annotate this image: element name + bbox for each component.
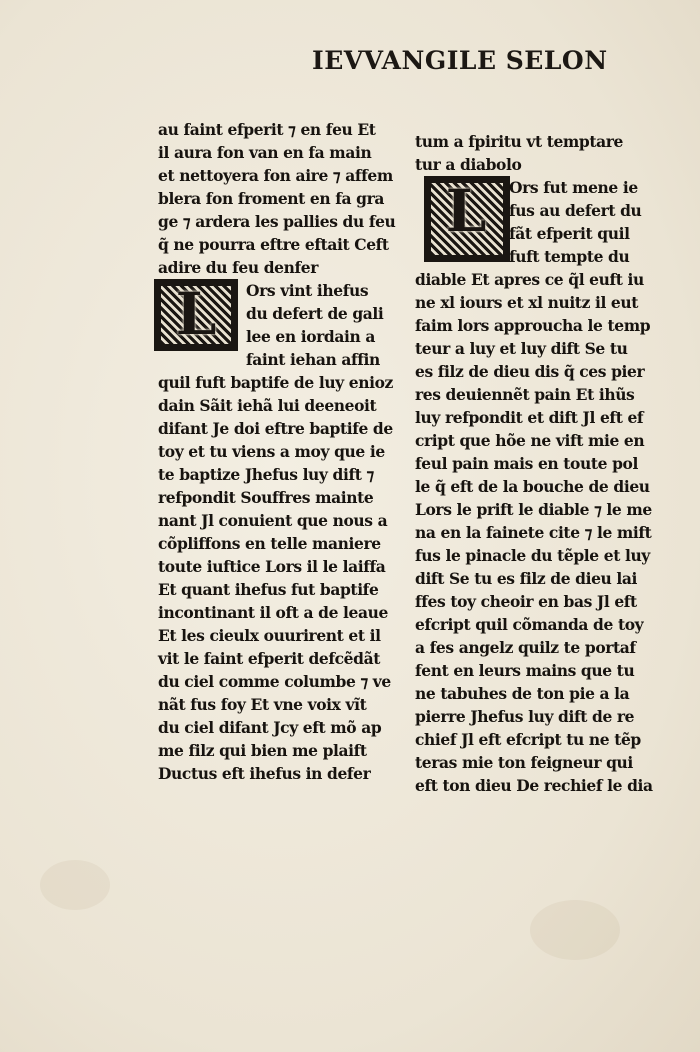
- text-line: ffes toy cheoir en bas Jl eft: [415, 592, 637, 611]
- text-line: du defert de gali: [246, 304, 384, 323]
- running-title: IEVVANGILE SELON: [312, 46, 608, 75]
- text-line: faint iehan affin: [246, 350, 380, 369]
- initial-letter: L: [445, 177, 487, 245]
- text-line: il aura fon van en fa main: [158, 143, 372, 162]
- initial-letter: L: [175, 280, 217, 348]
- text-line: efcript quil cõmanda de toy: [415, 615, 644, 634]
- text-line: es filz de dieu dis q̃ ces pier: [415, 362, 645, 381]
- text-line: ge ⁊ ardera les pallies du feu: [158, 212, 396, 231]
- text-line: refpondit Souffres mainte: [158, 488, 374, 507]
- text-line: teras mie ton feigneur qui: [415, 753, 633, 772]
- text-line: incontinant il oft a de leaue: [158, 603, 388, 622]
- text-line: dain Sãit iehã lui deeneoit: [158, 396, 377, 415]
- text-column-left: [158, 118, 396, 785]
- text-line: ne xl iours et xl nuitz il eut: [415, 293, 639, 312]
- text-line: au faint efperit ⁊ en feu Et: [158, 120, 376, 139]
- text-line: Ductus eft ihefus in defer: [158, 764, 371, 783]
- text-line: luy refpondit et dift Jl eft ef: [415, 408, 644, 427]
- text-line: Et quant ihefus fut baptife: [158, 580, 379, 599]
- text-line: du ciel difant Jcy eft mõ ap: [158, 718, 382, 737]
- text-line: tum a fpiritu vt temptare: [415, 132, 623, 151]
- text-line: dift Se tu es filz de dieu lai: [415, 569, 638, 588]
- text-line: et nettoyera fon aire ⁊ affem: [158, 166, 393, 185]
- text-line: tur a diabolo: [415, 155, 522, 174]
- text-line: te baptize Jhefus luy dift ⁊: [158, 465, 374, 484]
- text-line: eft ton dieu De rechief le dia: [415, 776, 653, 795]
- paper-stain: [40, 860, 110, 910]
- text-line: adire du feu denfer: [158, 258, 318, 277]
- text-line: diable Et apres ce q̃l euft iu: [415, 270, 644, 289]
- text-line: na en la fainete cite ⁊ le mift: [415, 523, 652, 542]
- text-line: toute iuftice Lors il le laiffa: [158, 557, 386, 576]
- text-line: feul pain mais en toute pol: [415, 454, 638, 473]
- text-line: ne tabuhes de ton pie a la: [415, 684, 630, 703]
- text-line: Lors le prift le diable ⁊ le me: [415, 500, 652, 519]
- text-line: quil fuft baptife de luy enioz: [158, 373, 393, 392]
- text-line: nant Jl conuient que nous a: [158, 511, 388, 530]
- text-line: me filz qui bien me plaift: [158, 741, 367, 760]
- text-line: lee en iordain a: [246, 327, 376, 346]
- paper-stain: [530, 900, 620, 960]
- text-line: pierre Jhefus luy dift de re: [415, 707, 635, 726]
- text-line: q̃ ne pourra eftre eftait Ceft: [158, 235, 389, 254]
- text-line: cõpliffons en telle maniere: [158, 534, 381, 553]
- text-line: toy et tu viens a moy que ie: [158, 442, 385, 461]
- text-line: chief Jl eft efcript tu ne tẽp: [415, 730, 641, 749]
- text-line: difant Je doi eftre baptife de: [158, 419, 393, 438]
- text-line: le q̃ eft de la bouche de dieu: [415, 477, 650, 496]
- text-line: vit le faint efperit defcẽdãt: [158, 649, 380, 668]
- text-line: du ciel comme columbe ⁊ ve: [158, 672, 391, 691]
- text-line: fuft tempte du: [509, 247, 630, 266]
- text-line: nãt fus foy Et vne voix vĩt: [158, 695, 367, 714]
- text-line: res deuiennẽt pain Et ihũs: [415, 385, 635, 404]
- text-line: fãt efperit quil: [509, 224, 630, 243]
- text-line: Ors fut mene ie: [509, 178, 638, 197]
- text-line: fus au defert du: [509, 201, 642, 220]
- text-line: blera fon froment en fa gra: [158, 189, 385, 208]
- text-line: faim lors approucha le temp: [415, 316, 651, 335]
- text-line: fus le pinacle du tẽple et luy: [415, 546, 650, 565]
- text-column-right: [415, 130, 653, 797]
- text-line: Et les cieulx ouurirent et il: [158, 626, 381, 645]
- text-line: Ors vint ihefus: [246, 281, 369, 300]
- text-line: a fes angelz quilz te portaf: [415, 638, 636, 657]
- text-line: cript que hõe ne vift mie en: [415, 431, 645, 450]
- text-line: teur a luy et luy dift Se tu: [415, 339, 628, 358]
- text-line: fent en leurs mains que tu: [415, 661, 635, 680]
